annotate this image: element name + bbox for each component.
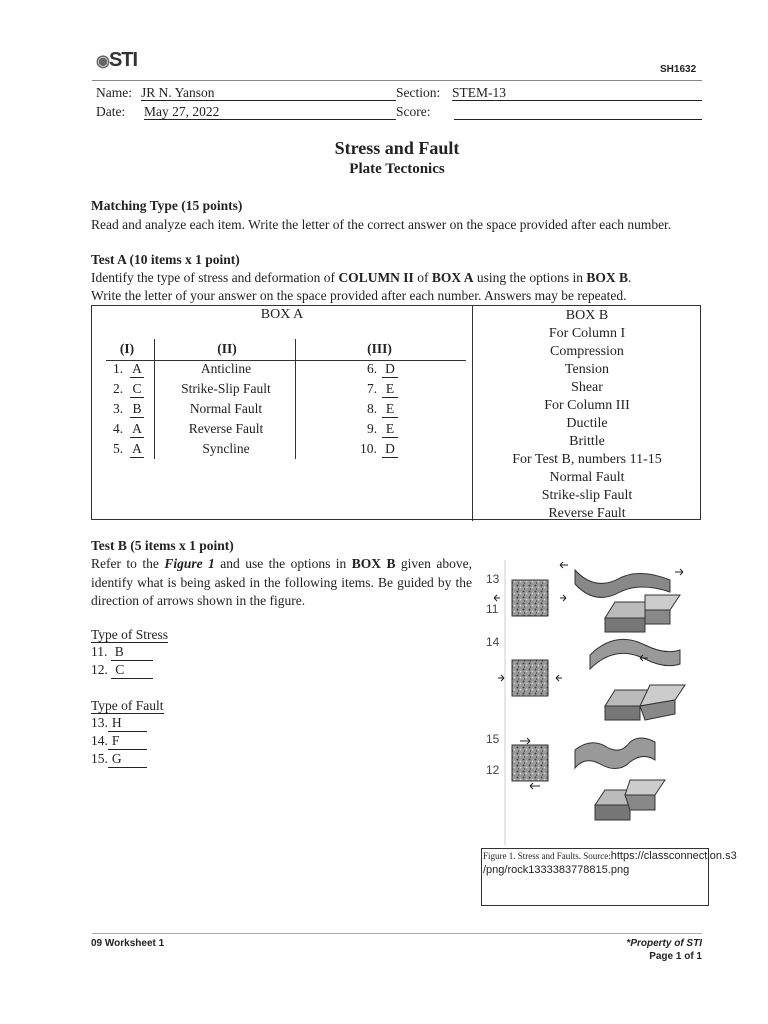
test-b-instructions: Refer to the Figure 1 and use the options in BOX B given above, identify what is being asked in the following items. Be guided by the direction of arrows shown in the figure. (91, 556, 472, 608)
rock-sample-shear (512, 745, 548, 781)
test-a-points: (10 items x 1 point) (126, 252, 240, 267)
box-b-option: Shear (571, 380, 603, 395)
page-title: Stress and Fault (334, 138, 460, 158)
table-row: 2. C Strike-Slip Fault 7. E (92, 381, 472, 401)
table-row: 3. B Normal Fault 8. E (92, 401, 472, 421)
doc-code: SH1632 (660, 64, 697, 75)
fault-item: 15. G (91, 751, 147, 768)
date-value: May 27, 2022 (144, 104, 220, 119)
box-b-option: Tension (564, 362, 610, 377)
item-label: Syncline (202, 441, 250, 456)
figure-source-link[interactable]: https://classconnection.s3 (610, 850, 737, 862)
item-label: Anticline (200, 361, 252, 376)
score-label: Score: (396, 104, 431, 119)
box-a-title: BOX A (260, 307, 304, 322)
fault-item: 13. H (91, 715, 147, 732)
info-block (96, 85, 706, 101)
stress-item: 12. C (91, 662, 153, 679)
logo-mark: ◉ (96, 53, 109, 70)
answer-8[interactable]: E (382, 401, 398, 418)
name-label: Name: (96, 85, 132, 100)
rock-sample-tension (512, 580, 548, 616)
page-subtitle: Plate Tectonics (349, 161, 445, 177)
stress-faults-illustration (480, 560, 710, 845)
answer-11[interactable]: B (111, 644, 153, 661)
answer-12[interactable]: C (111, 662, 153, 679)
answer-4[interactable]: A (130, 421, 144, 438)
box-a-col2-header: (II) (217, 341, 237, 356)
box-b-option: For Column III (544, 398, 630, 413)
answer-6[interactable]: D (382, 361, 398, 378)
answer-1[interactable]: A (130, 361, 144, 378)
name-field[interactable] (141, 85, 396, 101)
box-b-option: Reverse Fault (548, 506, 626, 521)
box-b-option: Compression (550, 344, 624, 359)
box-a-col3-header: (III) (367, 341, 392, 356)
logo-text: STI (108, 49, 138, 71)
box-b-option: Ductile (566, 416, 608, 431)
figure-source-link-2[interactable]: /png/rock1333383778815.png (483, 864, 630, 876)
test-a-heading (91, 252, 240, 268)
figure-label-11: 11 (486, 602, 499, 616)
item-label: Strike-Slip Fault (181, 381, 271, 396)
box-b-title: BOX B (565, 308, 609, 323)
strike-slip-block (595, 780, 665, 820)
matching-instructions: Read and analyze each item. Write the letter of the correct answer on the space provided after each number. (91, 217, 672, 232)
figure-label-14: 14 (486, 635, 500, 649)
box-b-option: Normal Fault (549, 470, 625, 485)
test-a-instruction-1: Identify the type of stress and deformation of COLUMN II of BOX A using the options in BOX B. (91, 270, 632, 285)
footer-page: Page 1 of 1 (649, 951, 702, 962)
reverse-fault-block (605, 685, 685, 720)
figure-label-15: 15 (486, 732, 500, 746)
rock-sample-compression (512, 660, 548, 696)
item-label: Normal Fault (189, 401, 263, 416)
test-a-instruction-2: Write the letter of your answer on the space provided after each number. Answers may be repeated. (91, 288, 627, 303)
header-divider (92, 80, 702, 81)
answer-9[interactable]: E (382, 421, 398, 438)
table-row: 4. A Reverse Fault 9. E (92, 421, 472, 441)
date-label: Date: (96, 104, 126, 119)
sti-logo (96, 49, 137, 72)
normal-fault-block-1 (605, 595, 680, 632)
syncline-block (575, 570, 670, 597)
footer-left: 09 Worksheet 1 (91, 938, 165, 949)
stress-item: 11. B (91, 644, 153, 661)
section-field[interactable] (452, 85, 702, 101)
answer-13[interactable]: H (108, 715, 147, 732)
answer-15[interactable]: G (108, 751, 147, 768)
info-block-2 (96, 104, 706, 120)
answer-14[interactable]: F (108, 733, 147, 750)
answer-3[interactable]: B (130, 401, 144, 418)
name-value: JR N. Yanson (141, 85, 215, 100)
date-field[interactable] (144, 104, 396, 120)
stress-heading: Type of Stress (91, 627, 169, 642)
answer-table (91, 305, 701, 520)
fault-item: 14. F (91, 733, 147, 750)
matching-heading: Matching Type (15 points) (91, 198, 243, 213)
syncline-block-2 (575, 738, 655, 769)
item-label: Reverse Fault (188, 421, 264, 436)
footer-divider (92, 933, 702, 934)
figure-label-13: 13 (486, 572, 500, 586)
section-value: STEM-13 (452, 85, 506, 100)
box-b-option: For Test B, numbers 11-15 (512, 452, 662, 467)
table-row: 1. A Anticline 6. D (92, 361, 472, 381)
test-b-heading: Test B (5 items x 1 point) (91, 538, 234, 553)
footer-right: *Property of STI (626, 938, 702, 949)
answer-10[interactable]: D (382, 441, 398, 458)
box-b (473, 307, 701, 523)
answer-5[interactable]: A (130, 441, 144, 458)
anticline-block (590, 639, 680, 669)
answer-7[interactable]: E (382, 381, 398, 398)
score-field[interactable] (454, 104, 702, 120)
figure-caption: Figure 1. Stress and Faults. Source:https://classconnection.s3 /png/rock1333383778815.png (481, 848, 709, 906)
box-b-option: For Column I (548, 326, 626, 341)
fault-heading: Type of Fault (91, 698, 164, 713)
table-row: 5. A Syncline 10. D (92, 441, 472, 461)
answer-2[interactable]: C (130, 381, 144, 398)
figure-1 (480, 560, 710, 845)
box-b-option: Brittle (569, 434, 605, 449)
figure-label-12: 12 (486, 763, 500, 777)
box-b-option: Strike-slip Fault (541, 488, 633, 503)
test-a-label: Test A (91, 252, 127, 267)
box-a-col1-header: (I) (119, 341, 135, 356)
section-label: Section: (396, 85, 441, 100)
